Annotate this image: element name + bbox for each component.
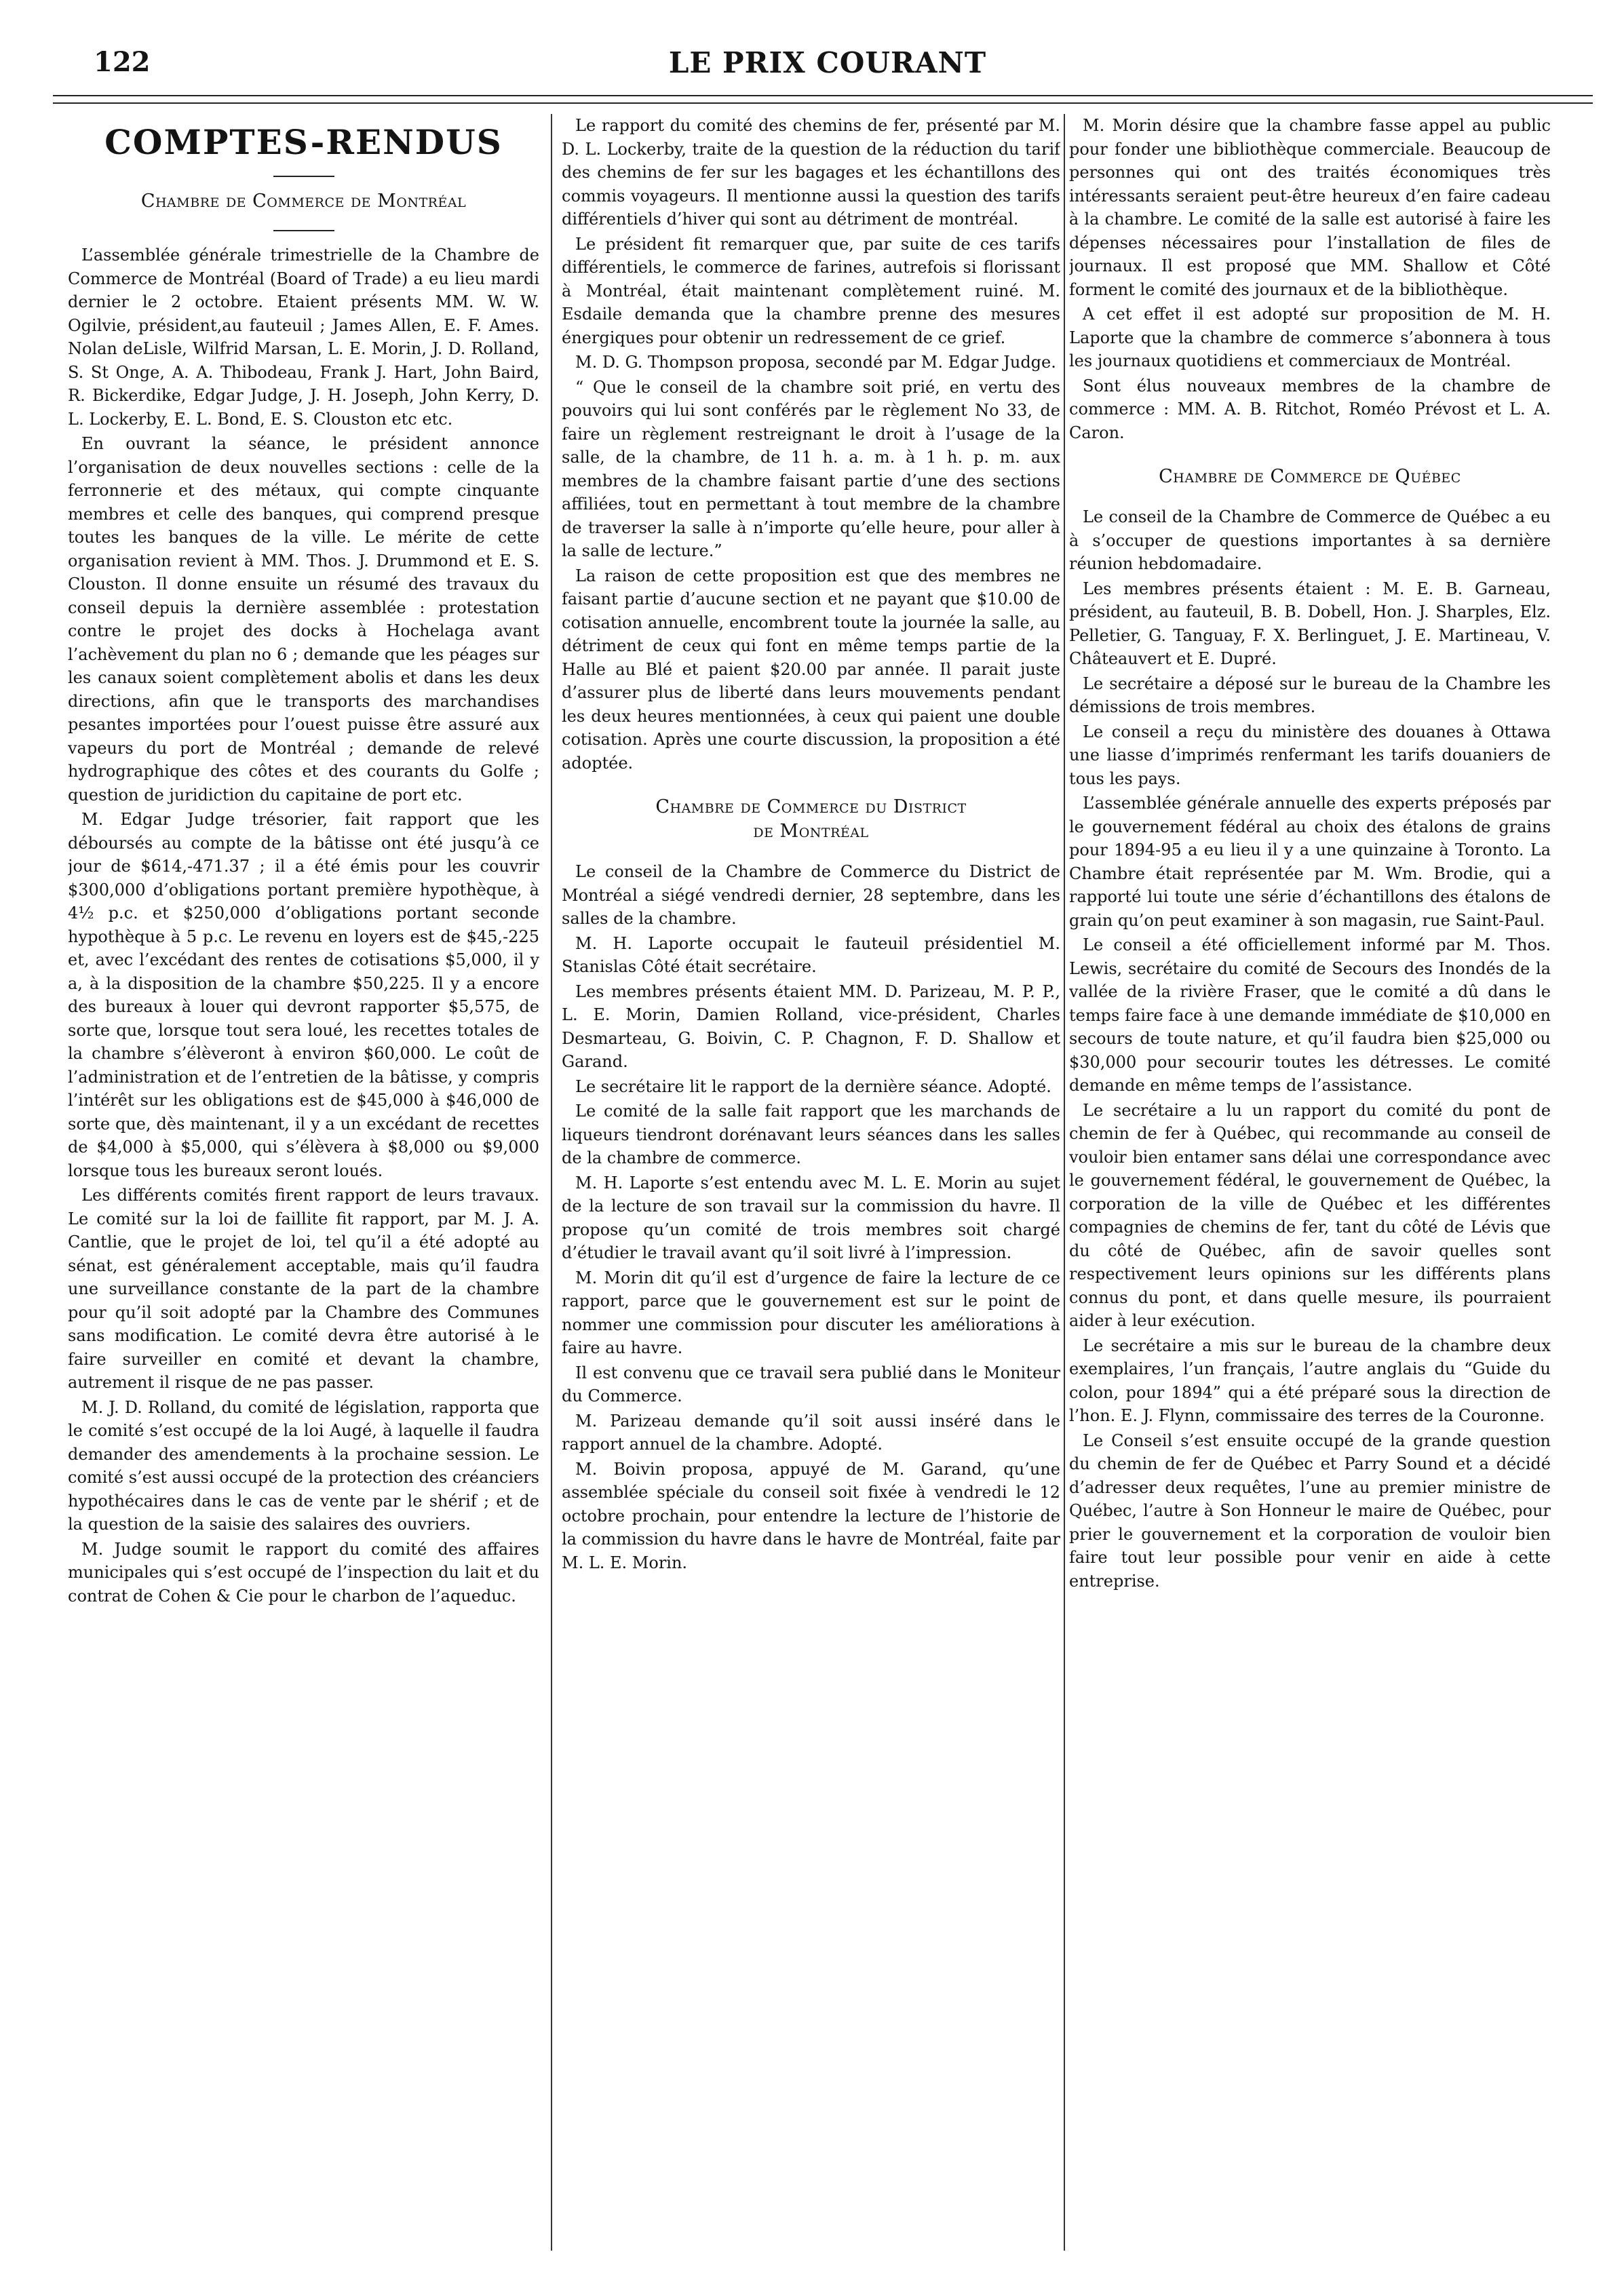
column-divider — [551, 114, 552, 2251]
paragraph: L’assemblée générale trimestrielle de la Chambre de Commerce de Montréal (Board of Trade) a eu lieu mardi dernier le 2 octobre. Etaient présents MM. W. W. Ogilvie, président,au fauteuil ; James Allen, E. F. Ames. Nolan deLisle, Wilfrid Marsan, L. E. Morin, J. D. Rolland, S. St Onge, A. A. Thibodeau, Frank J. Hart, John Baird, R. Bickerdike, Edgar Judge, J. H. Joseph, John Kerry, D. L. Lockerby, E. L. Bond, E. S. Clouston etc etc. — [68, 246, 539, 429]
column-1 — [68, 114, 539, 2264]
paragraph: Le secrétaire a lu un rapport du comité du pont de chemin de fer à Québec, qui recommande au conseil de vouloir bien entamer sans délai une correspondance avec le gouvernement fédéral, le gouvernement de Québec, la corporation de la ville de Québec et les différentes compagnies de chemins de fer, tant du côté de Lévis que du côté de Québec, afin de savoir quelles sont respectivement leurs opinions sur les différents plans connus du pont, et dans quelle mesure, ils pourraient aider à leur exécution. — [1069, 1100, 1551, 1330]
paragraph: Les différents comités firent rapport de leurs travaux. Le comité sur la loi de faillite fit rapport, par M. J. A. Cantlie, que le projet de loi, tel qu’il a été adopté au sénat, est généralement acceptable, mais qu’il faudra une surveillance constante de la part de la chambre pour qu’il soit adopté par la Chambre des Communes sans modification. Le comité devra être autorisé à le faire surveiller en comité et devant la chambre, autrement il risque de ne pas passer. — [68, 1186, 539, 1392]
paragraph: M. H. Laporte s’est entendu avec M. L. E. Morin au sujet de la lecture de son travail sur la commission du havre. Il propose qu’un comité de trois membres soit chargé d’étudier le travail avant qu’il soit livré à l’impression. — [562, 1173, 1060, 1262]
paragraph: A cet effet il est adopté sur proposition de M. H. Laporte que la chambre de commerce s’abonnera à tous les journaux quotidiens et commerciaux de Montréal. — [1069, 305, 1551, 370]
running-title: LE PRIX COURANT — [668, 46, 987, 79]
paragraph: M. Morin désire que la chambre fasse appel au public pour fonder une bibliothèque commerciale. Beaucoup de personnes qui ont des traités économiques très intéressants seraient peut-être heureux d’en faire cadeau à la chambre. Le comité de la salle est autorisé à faire les dépenses nécessaires pour l’installation de files de journaux. Il est proposé que MM. Shallow et Côté forment le comité des journaux et de la bibliothèque. — [1069, 116, 1551, 299]
section-title: COMPTES-RENDUS — [104, 122, 503, 162]
subhead-line: de Montréal — [753, 821, 869, 842]
paragraph: Sont élus nouveaux membres de la chambre de commerce : MM. A. B. Ritchot, Roméo Prévost et L. A. Caron. — [1069, 376, 1551, 442]
paragraph: M. D. G. Thompson proposa, secondé par M. Edgar Judge. — [575, 353, 1056, 372]
paragraph: Le secrétaire a mis sur le bureau de la chambre deux exemplaires, l’un français, l’autre anglais du “Guide du colon, pour 1894” qui a été préparé sous la direction de l’hon. E. J. Flynn, commissaire des terres de la Couronne. — [1069, 1336, 1551, 1425]
paragraph: Les membres présents étaient : M. E. B. Garneau, président, au fauteuil, B. B. Dobell, Hon. J. Sharples, Elz. Pelletier, G. Tanguay, F. X. Berlinguet, J. E. Martineau, V. Châteauvert et E. Dupré. — [1069, 579, 1551, 668]
subhead-quebec: Chambre de Commerce de Québec — [1159, 466, 1461, 487]
paragraph: La raison de cette proposition est que des membres ne faisant partie d’aucune section et ne payant que $10.00 de cotisation annuelle, encombrent toute la journée la salle, au détriment de ceux qui font en même temps partie de la Halle au Blé et paient $20.00 par année. Il parait juste d’assurer plus de liberté dans leurs mouvements pendant les deux heures mentionnées, à ceux qui paient une double cotisation. Après une courte discussion, la proposition a été adoptée. — [562, 566, 1060, 773]
paragraph: “ Que le conseil de la chambre soit prié, en vertu des pouvoirs qui lui sont conférés par le règlement No 33, de faire un règlement restreignant le droit à l’usage de la salle, de la chambre, de 11 h. a. m. à 1 h. p. m. aux membres de la chambre faisant partie d’une des sections affiliées, tout en permettant à tout membre de la chambre de traverser la salle à n’importe qu’elle heure, pour aller à la salle de lecture.” — [562, 377, 1060, 560]
paragraph: Le secrétaire lit le rapport de la dernière séance. Adopté. — [575, 1076, 1051, 1096]
column-divider — [1064, 114, 1065, 2251]
column-2 — [562, 114, 1060, 2264]
paragraph: Le comité de la salle fait rapport que les marchands de liqueurs tiendront dorénavant leurs séances dans les salles de la chambre de commerce. — [562, 1102, 1060, 1167]
paragraph: Le conseil de la Chambre de Commerce du District de Montréal a siégé vendredi dernier, 28 septembre, dans les salles de la chambre. — [562, 862, 1060, 928]
paragraph: L’assemblée générale annuelle des experts préposés par le gouvernement fédéral au choix des étalons de grains pour 1894-95 a eu lieu il y a une quinzaine à Toronto. La Chambre était représentée par M. Wm. Brodie, qui a rapporté lui toute une série d’échantillons des étalons de grain qu’on peut examiner à son magasin, rue Saint-Paul. — [1069, 794, 1551, 930]
page-header — [68, 43, 1587, 91]
title-rule — [273, 176, 334, 177]
paragraph: Il est convenu que ce travail sera publié dans le Moniteur du Commerce. — [562, 1363, 1060, 1405]
paragraph: Le conseil a été officiellement informé par M. Thos. Lewis, secrétaire du comité de Secours des Inondés de la vallée de la rivière Fraser, que le comité a dû dans le temps faire face à une demande immédiate de $10,000 en secours de toute nature, et qu’il faudra bien $25,000 ou $30,000 pour secourir toutes les détresses. Le comité demande en même temps de l’assistance. — [1069, 935, 1551, 1095]
paragraph: M. H. Laporte occupait le fauteuil présidentiel M. Stanislas Côté était secrétaire. — [562, 933, 1060, 976]
page-number: 122 — [94, 46, 151, 78]
paragraph: Le secrétaire a déposé sur le bureau de la Chambre les démissions de trois membres. — [1069, 674, 1551, 716]
paragraph: Le rapport du comité des chemins de fer, présenté par M. D. L. Lockerby, traite de la question de la réduction du tarif des chemins de fer sur les bagages et les échantillons des commis voyageurs. Il mentionne aussi la question des tarifs différentiels d’hiver qui sont au détriment de montréal. — [562, 116, 1060, 229]
paragraph: Le conseil de la Chambre de Commerce de Québec a eu à s’occuper de questions importantes à sa dernière réunion hebdomadaire. — [1069, 507, 1551, 573]
paragraph: M. Morin dit qu’il est d’urgence de faire la lecture de ce rapport, parce que le gouvernement est sur le point de nommer une commission pour discuter les améliorations à faire au havre. — [562, 1268, 1060, 1357]
paragraph: Le Conseil s’est ensuite occupé de la grande question du chemin de fer de Québec et Parry Sound et a décidé d’adresser deux requêtes, l’une au premier ministre de Québec, l’autre à Son Honneur le maire de Québec, pour prier le gouvernement et la corporation de vouloir bien faire tout leur possible pour venir en aide à cette entreprise. — [1069, 1431, 1551, 1591]
paragraph: M. Judge soumit le rapport du comité des affaires municipales qui s’est occupé de l’inspection du lait et du contrat de Cohen & Cie pour le charbon de l’aqueduc. — [68, 1539, 539, 1606]
subhead-rule — [273, 230, 334, 231]
paragraph: Le président fit remarquer que, par suite de ces tarifs différentiels, le commerce de farines, autrefois si florissant à Montréal, était maintenant complètement ruiné. M. Esdaile demanda que la chambre prenne des mesures énergiques pour obtenir un redressement de ce grief. — [562, 234, 1060, 347]
column-3 — [1069, 114, 1551, 2264]
subhead-district — [562, 795, 1060, 844]
paragraph: M. Edgar Judge trésorier, fait rapport que les déboursés au compte de la bâtisse ont été jusqu’à ce jour de $614,-471.37 ; il a été émis pour les couvrir $300,000 d’obligations portant première hypothèque, à 4½ p.c. et $250,000 d’obligations portant seconde hypothèque à 5 p.c. Le revenu en loyers est de $45,-225 et, avec l’excédant des rentes de cotisations $5,000, il y a, à la disposition de la chambre $50,225. Il y a encore des bureaux à louer qui devront rapporter $5,575, de sorte que, lorsque tout sera loué, les recettes totales de la chambre s’élèveront à environ $60,000. Le coût de l’administration et de l’entretien de la bâtisse, y compris l’intérêt sur les obligations est de $45,000 à $46,000 de sorte que, dès maintenant, il y a un excédant de recettes de $4,000 à $5,000, qui s’élèvera à $8,000 ou $9,000 lorsque tous les bureaux seront loués. — [68, 810, 539, 1180]
subhead-line: Chambre de Commerce du District — [655, 796, 967, 817]
paragraph: Les membres présents étaient MM. D. Parizeau, M. P. P., L. E. Morin, Damien Rolland, vice-président, Charles Desmarteau, G. Boivin, C. P. Chagnon, F. D. Shallow et Garand. — [562, 982, 1060, 1071]
paragraph: Le conseil a reçu du ministère des douanes à Ottawa une liasse d’imprimés renfermant les tarifs douaniers de tous les pays. — [1069, 722, 1551, 788]
header-rule — [53, 95, 1593, 104]
paragraph: M. Parizeau demande qu’il soit aussi inséré dans le rapport annuel de la chambre. Adopté. — [562, 1411, 1060, 1454]
subhead-montreal: Chambre de Commerce de Montréal — [140, 191, 467, 212]
paragraph: M. Boivin proposa, appuyé de M. Garand, qu’une assemblée spéciale du conseil soit fixée à vendredi le 12 octobre prochain, pour entendre la lecture de l’historie de la commission du havre dans le havre de Montréal, faite par M. L. E. Morin. — [562, 1459, 1060, 1572]
paragraph: En ouvrant la séance, le président annonce l’organisation de deux nouvelles sections : celle de la ferronnerie et des métaux, qui compte cinquante membres et celle des banques, qui comprend presque toutes les banques de la ville. Le mérite de cette organisation revient à MM. Thos. J. Drummond et E. S. Clouston. Il donne ensuite un résumé des travaux du conseil depuis la dernière assemblée : protestation contre le projet des docks à Hochelaga avant l’achèvement du plan no 6 ; demande que les péages sur les canaux soient complètement abolis et dans les deux directions, afin que le transports des marchandises pesantes importées pour l’ouest puisse être assuré aux vapeurs du port de Montréal ; demande de relevé hydrographique des côtes et des courants du Golfe ; question de juridiction du capitaine de port etc. — [68, 434, 539, 804]
paragraph: M. J. D. Rolland, du comité de législation, rapporta que le comité s’est occupé de la loi Augé, à laquelle il faudra demander des amendements à la prochaine session. Le comité s’est aussi occupé de la protection des créanciers hypothécaires dans le cas de vente par le shérif ; et de la question de la saisie des salaires des ouvriers. — [68, 1397, 539, 1534]
